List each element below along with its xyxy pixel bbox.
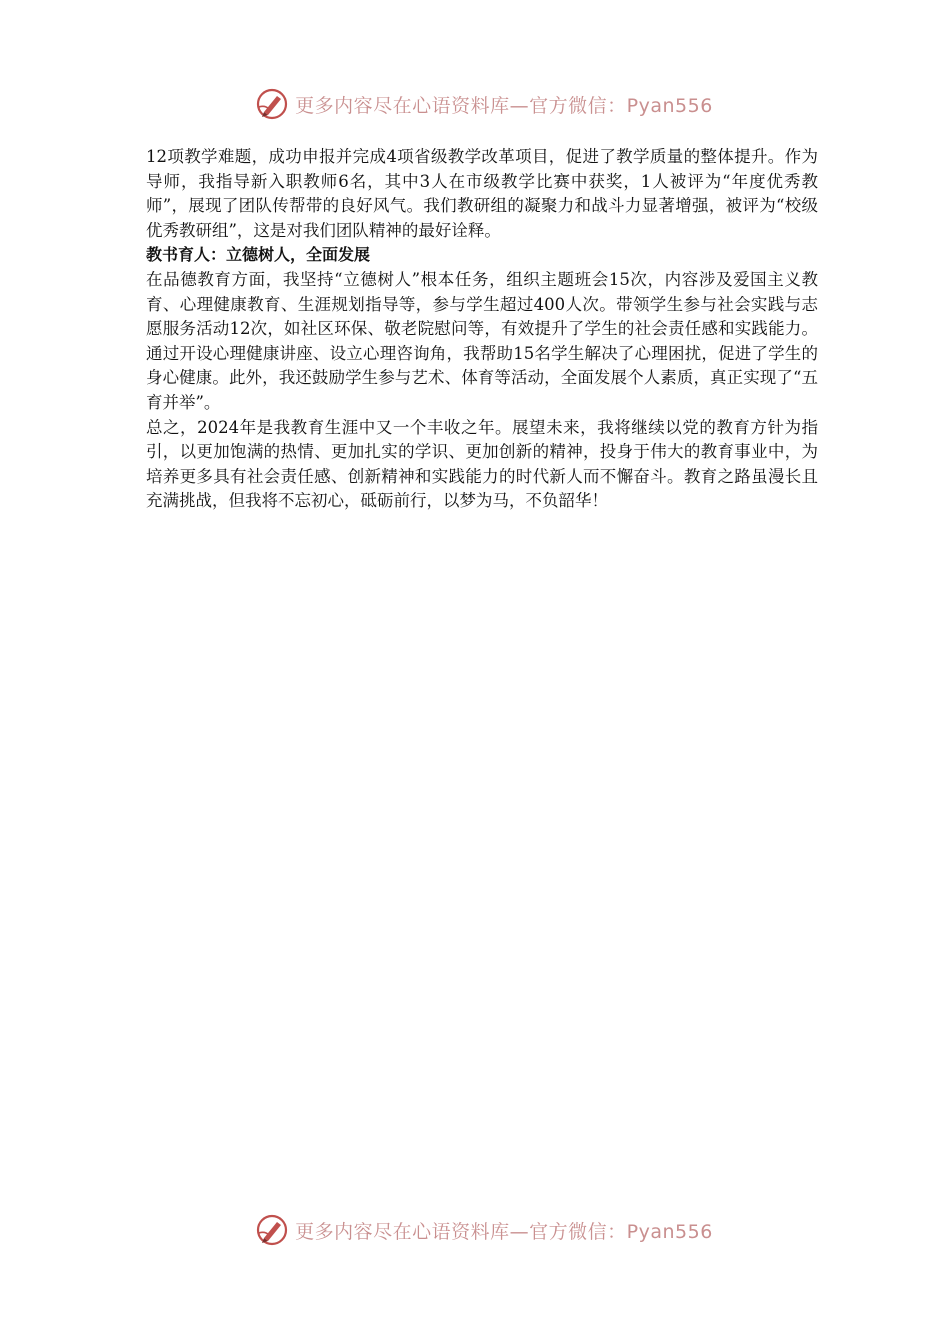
paragraph-team-building: 12项教学难题，成功申报并完成4项省级教学改革项目，促进了教学质量的整体提升。作为导师，我指导新入职教师6名，其中3人在市级教学比赛中获奖，1人被评为“年度优秀教师”，展现了团队传帮带的良好风气。我们教研组的凝聚力和战斗力显著增强，被评为“校级优秀教研组”，这是对我们团队精神的最好诠释。 bbox=[146, 147, 818, 240]
paragraph-moral-education: 在品德教育方面，我坚持“立德树人”根本任务，组织主题班会15次，内容涉及爱国主义教育、心理健康教育、生涯规划指导等，参与学生超过400人次。带领学生参与社会实践与志愿服务活动12次，如社区环保、敬老院慰问等，有效提升了学生的社会责任感和实践能力。通过开设心理健康讲座、设立心理咨询角，我帮助15名学生解决了心理困扰，促进了学生的身心健康。此外，我还鼓励学生参与艺术、体育等活动，全面发展个人素质，真正实现了“五育并举”。 bbox=[146, 269, 818, 412]
pen-logo-icon bbox=[255, 87, 289, 121]
header-banner bbox=[0, 84, 950, 124]
section-heading-moral-education: 教书育人：立德树人，全面发展 bbox=[146, 245, 371, 265]
document-body bbox=[146, 145, 818, 514]
footer-banner bbox=[0, 1210, 950, 1250]
footer-banner-content bbox=[255, 1213, 713, 1247]
paragraph-conclusion: 总之，2024年是我教育生涯中又一个丰收之年。展望未来，我将继续以党的教育方针为指引，以更加饱满的热情、更加扎实的学识、更加创新的精神，投身于伟大的教育事业中，为培养更多具有社会责任感、创新精神和实践能力的时代新人而不懈奋斗。教育之路虽漫长且充满挑战，但我将不忘初心，砥砺前行，以梦为马，不负韶华！ bbox=[146, 417, 818, 511]
header-banner-text: 更多内容尽在心语资料库—官方微信：Pyan556 bbox=[295, 94, 713, 117]
footer-banner-text: 更多内容尽在心语资料库—官方微信：Pyan556 bbox=[295, 1220, 713, 1243]
pen-logo-icon bbox=[255, 1213, 289, 1247]
header-banner-content bbox=[255, 87, 713, 121]
